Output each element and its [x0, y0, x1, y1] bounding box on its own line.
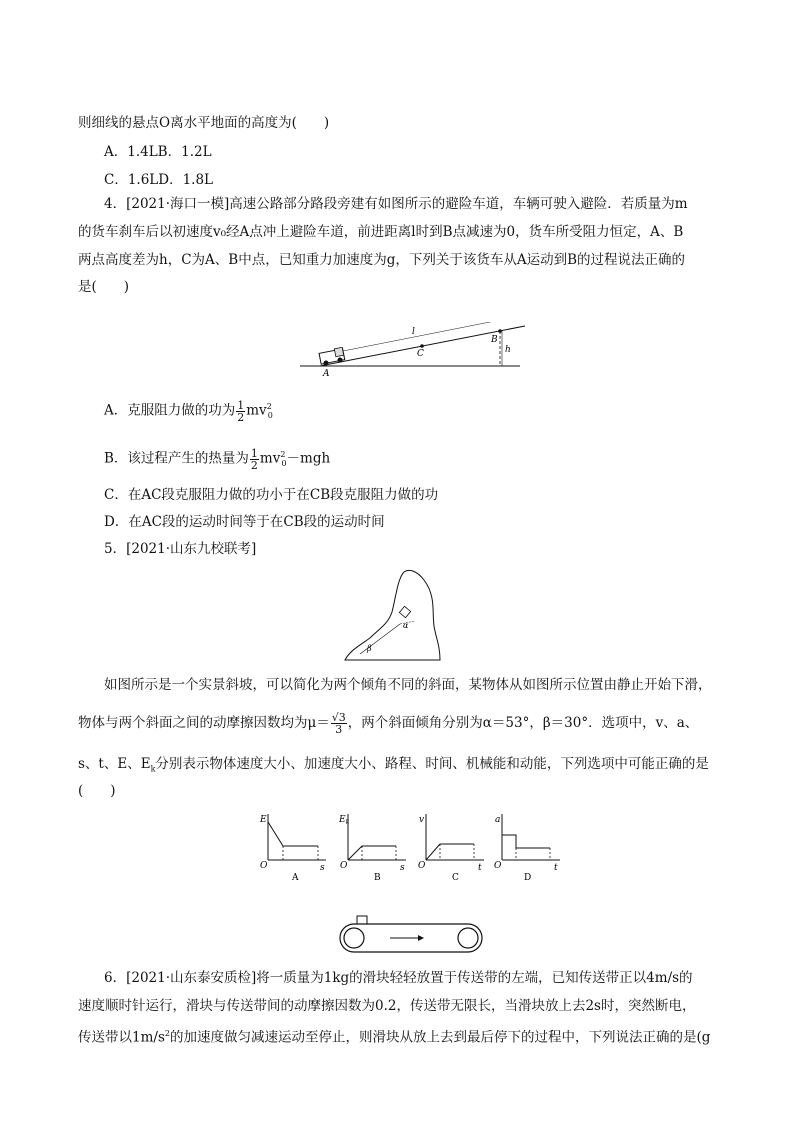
label-B: B [491, 335, 498, 345]
question-5-line: s、t、E、$E_k$分别表示物体速度大小、加速度大小、路程、时间、机械能和动能，下列选项中可能正确的是 [78, 756, 709, 774]
svg-text:O: O [494, 861, 502, 871]
svg-text:O: O [340, 861, 348, 871]
fraction: $\frac{1}{2}$ [237, 398, 245, 424]
arrow-right-icon [418, 935, 424, 941]
label-l: l [412, 327, 415, 337]
graph-a [258, 810, 333, 882]
option-c: C．在AC段克服阻力做的功小于在CB段克服阻力做的功 [104, 487, 439, 503]
svg-text:Ek: $E_k$ [339, 815, 350, 826]
graph-c [416, 810, 491, 882]
question-4-line: 是( ) [78, 279, 130, 295]
truck-icon [319, 347, 345, 365]
svg-text:t: t [478, 863, 482, 873]
graph-caption: B [374, 873, 381, 882]
question-6-line: 传送带以$1m/s^2$的加速度做匀减速运动至停止，则滑块从放上去到最后停下的过程中，下列说法正确的是(g [78, 1029, 711, 1046]
question-6-line: 速度顺时针运行，滑块与传送带间的动摩擦因数为0.2，传送带无限长，当滑块放上去2s时，突然断电， [78, 998, 696, 1014]
graph-b [338, 810, 413, 882]
option-b: B．该过程产生的热量为 $\frac{1}{2}$ $mv^2_0-mgh$ [104, 446, 331, 472]
graph-caption: A [292, 873, 299, 882]
svg-text:s: s [400, 863, 405, 873]
question-5-header: 5．[2021·山东九校联考] [104, 541, 257, 557]
label-C: C [417, 349, 424, 359]
svg-text:s: s [320, 863, 325, 873]
text-line: 则细线的悬点O离水平地面的高度为( ) [78, 115, 330, 131]
question-6-line: 6．[2021·山东泰安质检]将一质量为1kg的滑块轻轻放置于传送带的左端，已知传送带正以4m/s的 [104, 970, 693, 986]
option-a: A．克服阻力做的功为 $\frac{1}{2}$ $mv^2_0$ [104, 398, 273, 424]
svg-text:O: O [260, 861, 268, 871]
option-line: C．1.6LD．1.8L [104, 172, 214, 188]
conveyor-belt-figure [338, 912, 486, 956]
fraction: $\frac{1}{2}$ [250, 446, 258, 472]
option-line: A．1.4LB．1.2L [104, 144, 212, 160]
graph-caption: D [524, 873, 532, 882]
question-5-line: 如图所示是一个实景斜坡，可以简化为两个倾角不同的斜面，某物体从如图所示位置由静止开始下滑， [104, 677, 712, 693]
question-5-line: 物体与两个斜面之间的动摩擦因数均为μ＝ $\frac{√3}{3}$ ，两个斜面倾角分别为α＝53°，β＝30°．选项中，v、a、 [78, 711, 699, 736]
svg-text:a: a [495, 815, 501, 825]
label-beta: β [367, 644, 372, 653]
fraction: $\frac{√3}{3}$ [331, 711, 346, 736]
label-alpha: α [403, 621, 409, 630]
question-4-line: 的货车刹车后以初速度v₀经A点冲上避险车道，前进距离l时到B点减速为0，货车所受阻力恒定，A、B [78, 224, 684, 240]
escape-ramp-figure [300, 322, 530, 377]
graph-caption: C [452, 873, 459, 882]
question-4-line: 两点高度差为h，C为A、B中点，已知重力加速度为g，下列关于该货车从A运动到B的过程说法正确的 [78, 252, 686, 268]
label-h: h [505, 345, 511, 355]
graph-d [492, 810, 567, 882]
svg-text:v: v [419, 815, 425, 825]
svg-text:O: O [418, 861, 426, 871]
option-d: D．在AC段的运动时间等于在CB段的运动时间 [104, 514, 385, 530]
slider-block [357, 916, 367, 924]
question-4-line: 4．[2021·海口一模]高速公路部分路段旁建有如图所示的避险车道，车辆可驶入避险．若质量为m [104, 196, 688, 212]
slope-hill-figure [340, 566, 450, 664]
label-A: A [323, 369, 330, 377]
svg-text:E: E [260, 815, 267, 825]
svg-text:t: t [554, 863, 558, 873]
question-5-line: ( ) [78, 783, 116, 799]
